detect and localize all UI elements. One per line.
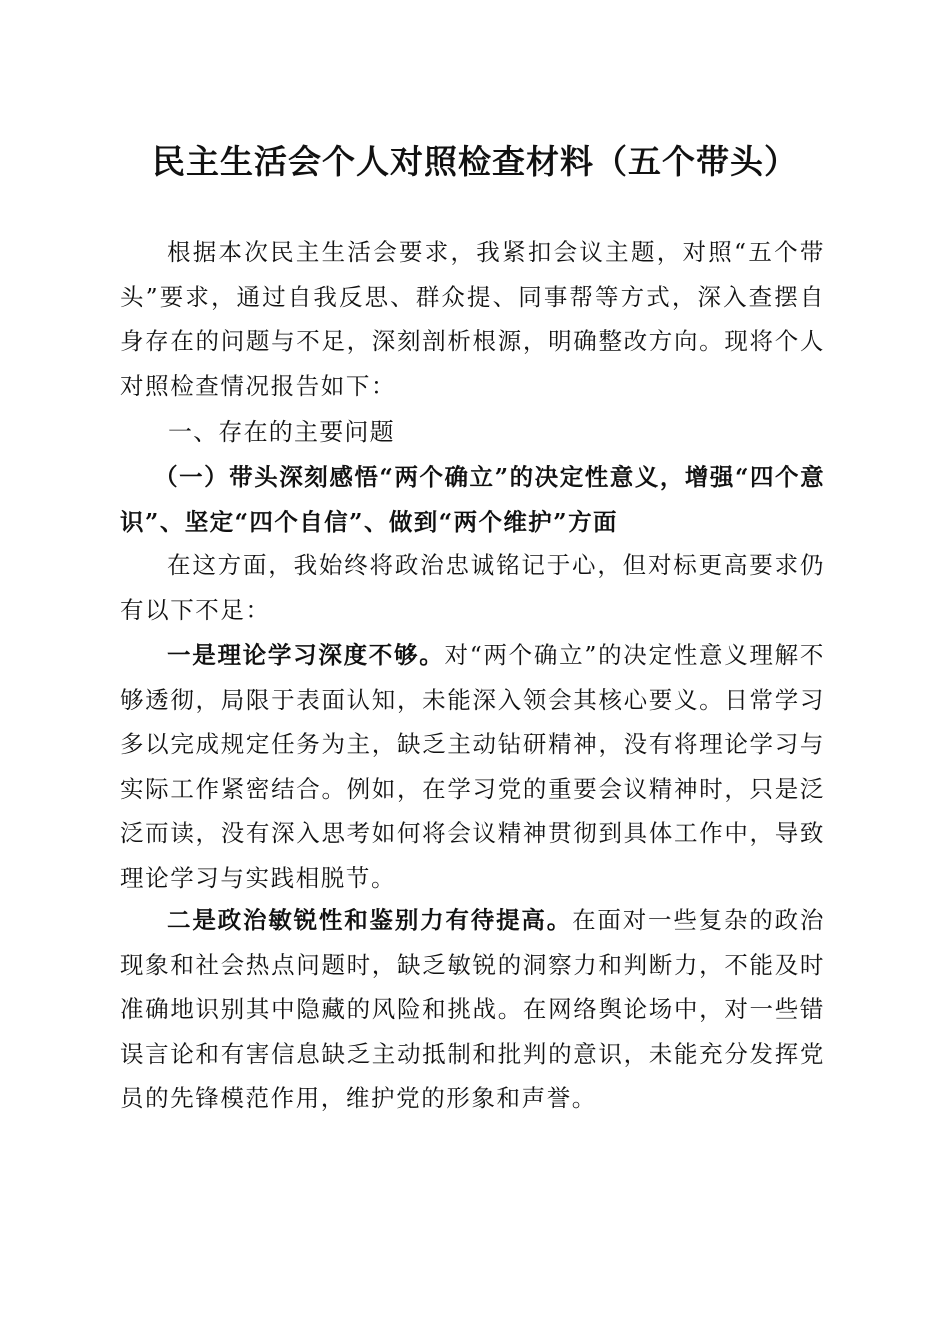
subsection-heading-1: （一）带头深刻感悟“两个确立”的决定性意义，增强“四个意识”、坚定“四个自信”、做到“两个维护”方面 <box>120 463 825 536</box>
document-title: 民主生活会个人对照检查材料（五个带头） <box>152 142 798 181</box>
point-1-lead: 一是理论学习深度不够。 <box>167 641 445 669</box>
point-2-paragraph <box>120 898 825 1121</box>
subsection-1-intro-paragraph: 在这方面，我始终将政治忠诚铭记于心，但对标更高要求仍有以下不足： <box>120 551 825 624</box>
intro-paragraph: 根据本次民主生活会要求，我紧扣会议主题，对照“五个带头”要求，通过自我反思、群众提、同事帮等方式，深入查摆自身存在的问题与不足，深刻剖析根源，明确整改方向。现将个人对照检查情况报告如下： <box>120 238 825 400</box>
section-heading-problems: 一、存在的主要问题 <box>168 418 395 446</box>
point-1-text: 对“两个确立”的决定性意义理解不够透彻，局限于表面认知，未能深入领会其核心要义。日常学习多以完成规定任务为主，缺乏主动钻研精神，没有将理论学习与实际工作紧密结合。例如，在学习党的重要会议精神时，只是泛泛而读，没有深入思考如何将会议精神贯彻到具体工作中，导致理论学习与实践相脱节。 <box>120 641 825 892</box>
point-2-text: 在面对一些复杂的政治现象和社会热点问题时，缺乏敏锐的洞察力和判断力，不能及时准确地识别其中隐藏的风险和挑战。在网络舆论场中，对一些错误言论和有害信息缺乏主动抵制和批判的意识，未能充分发挥党员的先锋模范作用，维护党的形象和声誉。 <box>120 906 826 1112</box>
point-2-lead: 二是政治敏锐性和鉴别力有待提高。 <box>167 906 573 934</box>
point-1-paragraph <box>120 633 825 900</box>
